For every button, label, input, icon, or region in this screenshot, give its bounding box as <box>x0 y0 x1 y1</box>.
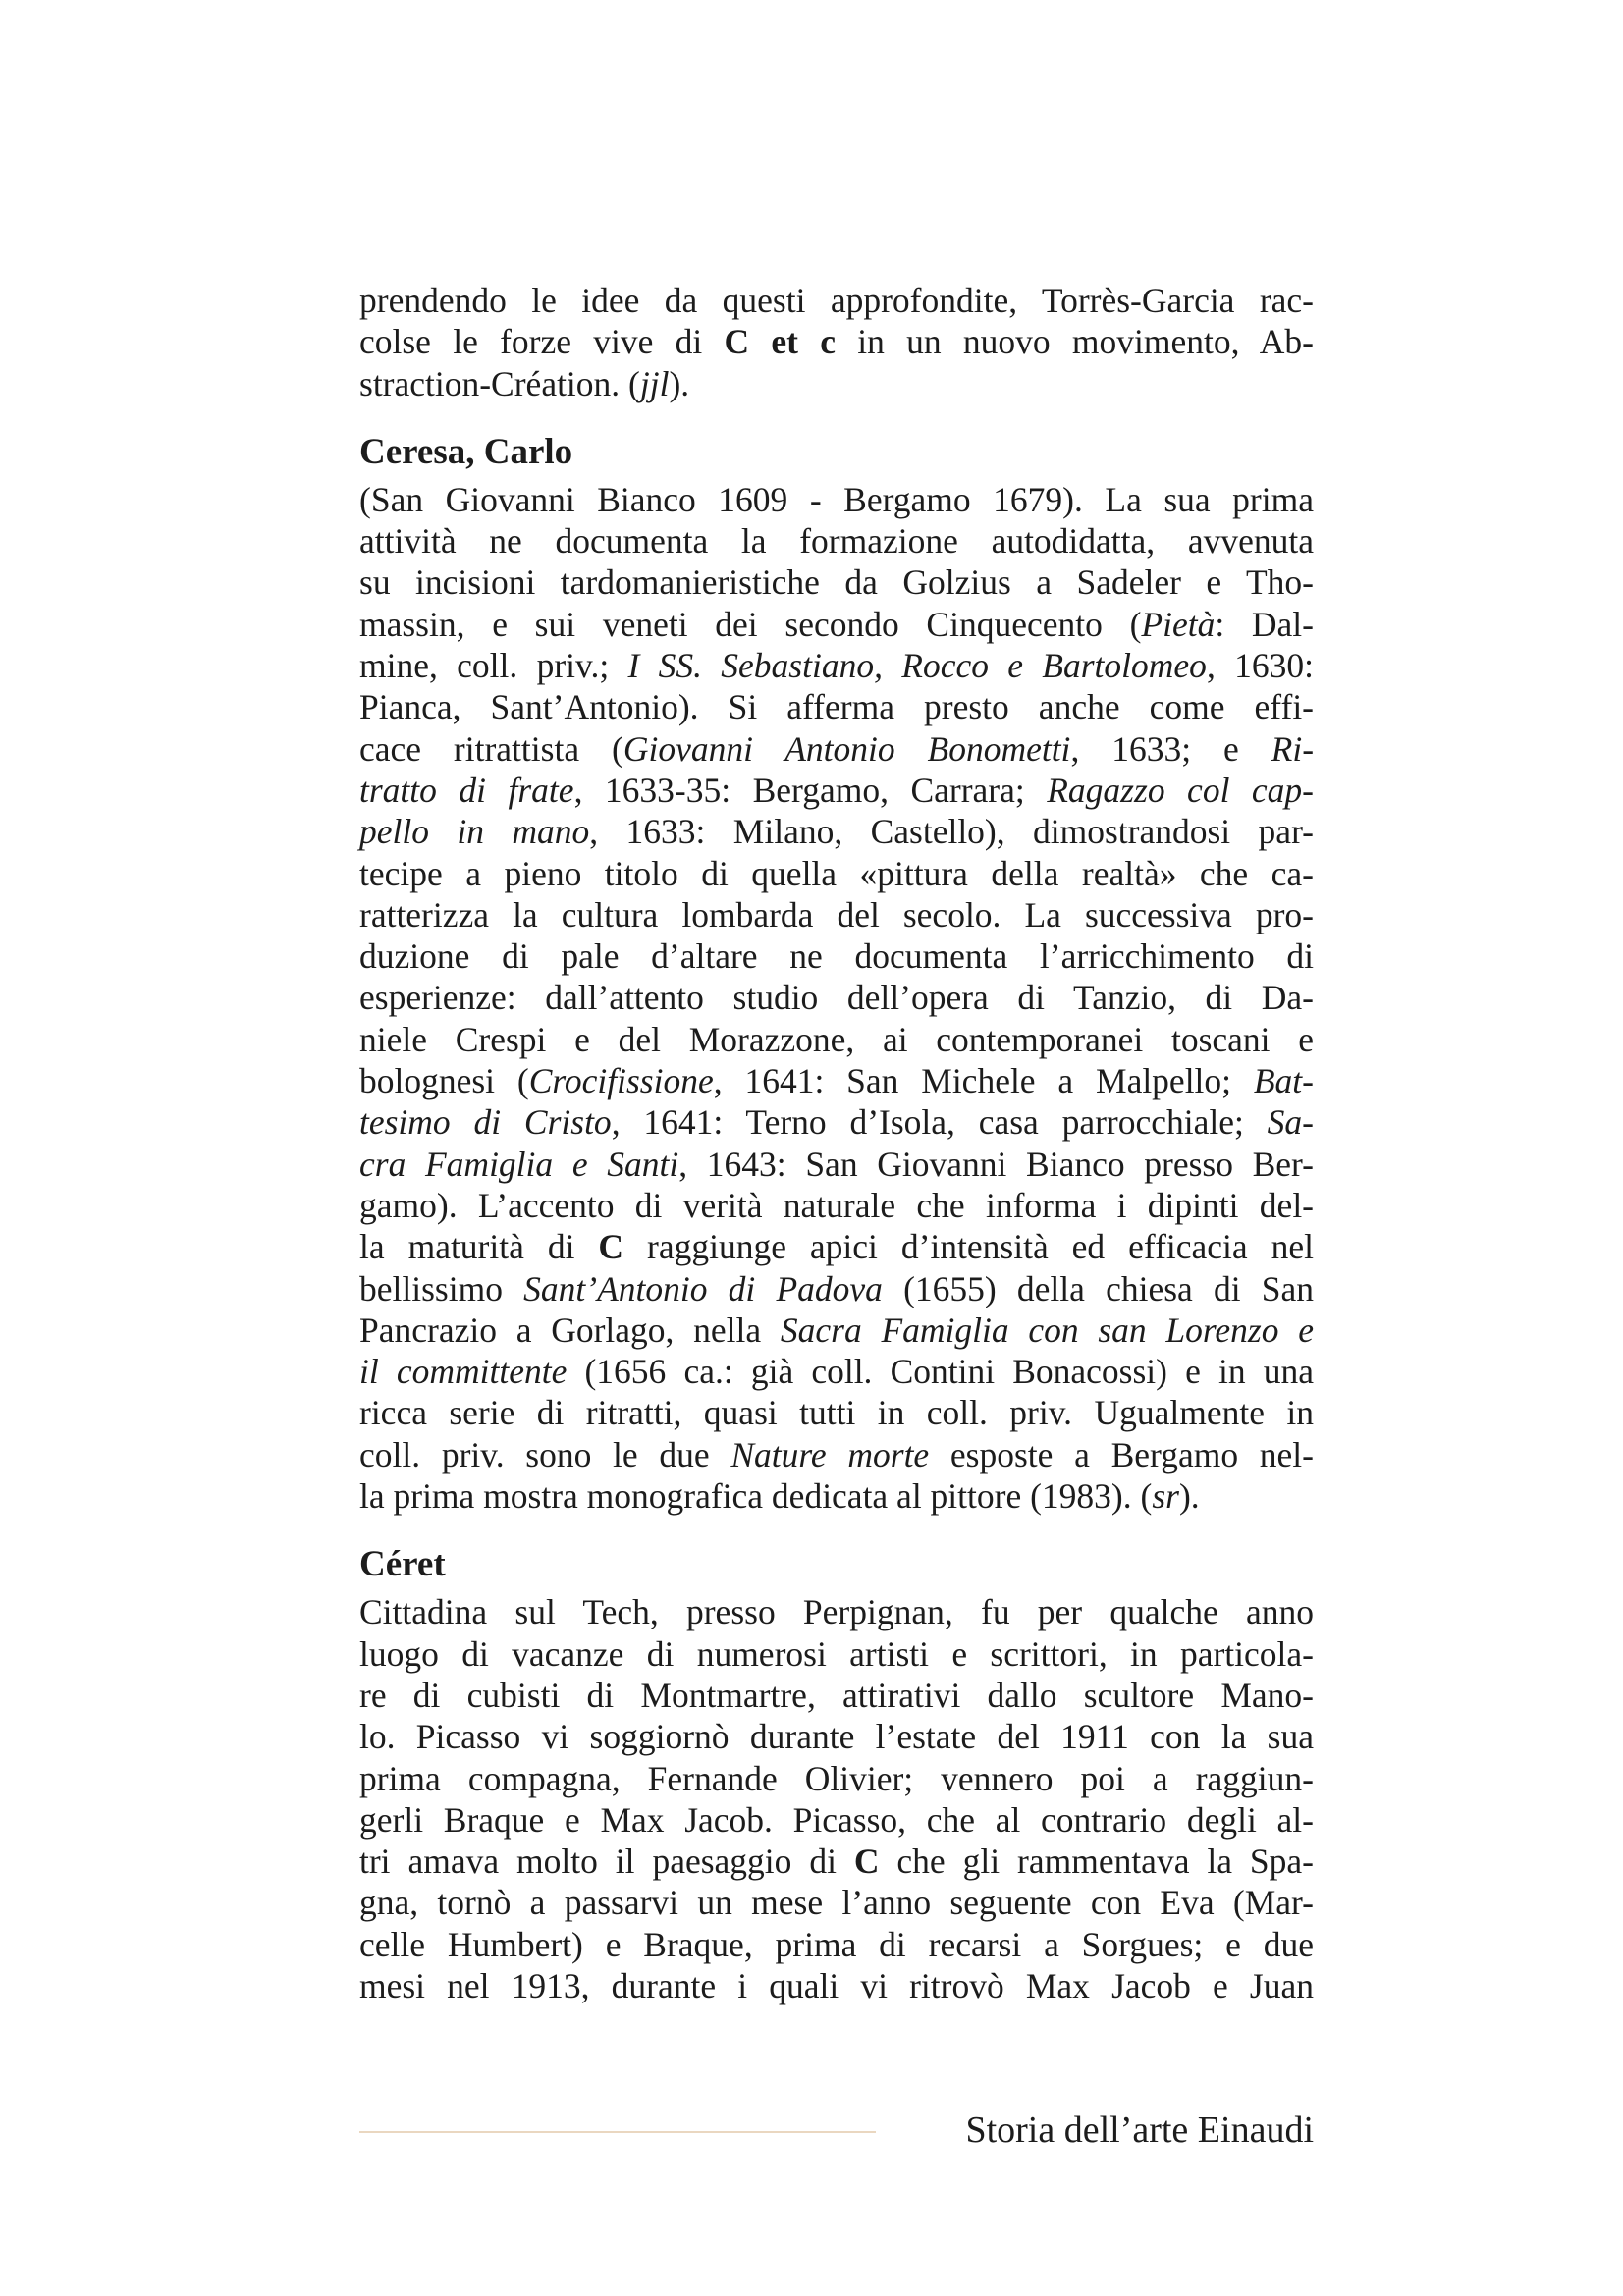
text-line <box>359 561 1314 603</box>
text-segment: lo. Picasso vi soggiornò durante l’estate del 1911 con la sua <box>359 1717 1314 1757</box>
text-line <box>359 1060 1314 1101</box>
italic-text: Giovanni Antonio Bonometti <box>622 728 1071 769</box>
text-line <box>359 853 1314 894</box>
text-segment: (San Giovanni Bianco 1609 - Bergamo 1679). La sua prima <box>359 479 1314 519</box>
text-segment: re di cubisti di Montmartre, attirativi dallo scultore Mano- <box>359 1675 1314 1715</box>
text-segment: , 1630: <box>1206 646 1314 686</box>
italic-text: I SS. Sebastiano, Rocco e Bartolomeo <box>627 646 1207 686</box>
text-segment: gerli Braque e Max Jacob. Picasso, che al contrario degli al- <box>359 1799 1314 1840</box>
text-line <box>359 1392 1314 1433</box>
italic-text: Sacra Famiglia con san Lorenzo e <box>780 1309 1314 1350</box>
text-line <box>359 1019 1314 1060</box>
text-segment: gamo). L’accento di verità naturale che informa i dipinti del- <box>359 1185 1314 1225</box>
text-segment: che gli rammentava la Spa- <box>879 1842 1314 1882</box>
text-segment: mesi nel 1913, durante i quali vi ritrovò Max Jacob e Juan <box>359 1965 1314 2005</box>
text-segment: mine, coll. priv.; <box>359 646 628 686</box>
text-segment: duzione di pale d’altare ne documenta l’arricchimento di <box>359 936 1314 977</box>
text-line <box>359 479 1314 520</box>
text-segment: (1656 ca.: già coll. Contini Bonacossi) e in una <box>567 1352 1314 1392</box>
text-line <box>359 686 1314 727</box>
text-segment: tri amava molto il paesaggio di <box>359 1842 854 1882</box>
italic-text: jjl <box>639 363 670 403</box>
text-segment: ). <box>1178 1476 1200 1517</box>
text-segment: ricca serie di ritratti, quasi tutti in coll. priv. Ugualmente in <box>359 1393 1314 1433</box>
text-segment: cace ritrattista ( <box>359 728 623 769</box>
text-line <box>359 977 1314 1018</box>
bold-text: C et c <box>724 322 836 362</box>
text-line <box>359 1924 1314 1965</box>
italic-text: tesimo di Cristo <box>359 1102 612 1143</box>
italic-text: Crocifissione <box>528 1061 714 1101</box>
text-segment: straction-Création. ( <box>359 363 640 403</box>
entry-heading: Ceresa, Carlo <box>359 431 573 472</box>
text-line <box>359 1799 1314 1841</box>
text-line <box>359 1758 1314 1799</box>
text-segment: tecipe a pieno titolo di quella «pittura della realtà» che ca- <box>359 853 1314 893</box>
footer-title: Storia dell’arte Einaudi <box>965 2109 1314 2151</box>
text-line <box>359 1309 1314 1351</box>
text-segment: coll. priv. sono le due <box>359 1434 731 1474</box>
text-line <box>359 1144 1314 1185</box>
italic-text: pello in mano <box>359 812 590 852</box>
text-segment: gna, tornò a passarvi un mese l’anno seguente con Eva (Mar- <box>359 1883 1314 1923</box>
text-segment: niele Crespi e del Morazzone, ai contemporanei toscani e <box>359 1019 1314 1059</box>
footer-rule <box>359 2131 876 2133</box>
text-segment: , 1643: San Giovanni Bianco presso Ber- <box>678 1144 1314 1184</box>
text-line <box>359 363 1314 404</box>
italic-text: Ragazzo col cap- <box>1047 770 1315 810</box>
text-segment: bellissimo <box>359 1268 524 1308</box>
text-line <box>359 1101 1314 1143</box>
text-line <box>359 1185 1314 1226</box>
text-segment: massin, e sui veneti dei secondo Cinquecento ( <box>359 604 1142 644</box>
paragraph <box>359 1591 1314 2006</box>
text-segment: raggiunge apici d’intensità ed efficacia nel <box>623 1227 1314 1267</box>
italic-text: il committente <box>359 1352 568 1392</box>
bold-text: C <box>853 1842 880 1882</box>
italic-text: Sant’Antonio di Padova <box>523 1268 883 1308</box>
text-segment: (1655) della chiesa di San <box>882 1268 1314 1308</box>
italic-text: tratto di frate <box>359 770 574 810</box>
text-segment: bolognesi ( <box>359 1061 529 1101</box>
text-line <box>359 321 1314 362</box>
body-text-column <box>359 280 1314 2006</box>
text-segment: , 1633: Milano, Castello), dimostrandosi par- <box>589 812 1315 852</box>
text-segment: la prima mostra monografica dedicata al pittore (1983). ( <box>359 1476 1153 1517</box>
text-line <box>359 811 1314 852</box>
text-segment: , 1633; e <box>1070 728 1271 769</box>
text-segment: : Dal- <box>1215 604 1314 644</box>
text-line <box>359 280 1314 321</box>
italic-text: Bat- <box>1253 1061 1314 1101</box>
text-segment: su incisioni tardomanieristiche da Golzius a Sadeler e Tho- <box>359 562 1314 603</box>
text-segment: in un nuovo movimento, Ab- <box>836 322 1314 362</box>
text-line <box>359 1882 1314 1923</box>
text-segment: Pianca, Sant’Antonio). Si afferma presto anche come effi- <box>359 687 1314 727</box>
text-segment: esposte a Bergamo nel- <box>929 1434 1314 1474</box>
text-line <box>359 1591 1314 1632</box>
paragraph <box>359 479 1314 1517</box>
text-line <box>359 1475 1314 1517</box>
italic-text: Sa- <box>1267 1102 1314 1143</box>
text-line <box>359 645 1314 686</box>
text-segment: prendendo le idee da questi approfondite, Torrès-Garcia rac- <box>359 281 1314 320</box>
paragraph <box>359 280 1314 404</box>
text-segment: ). <box>669 363 690 403</box>
text-line <box>359 1716 1314 1757</box>
text-line <box>359 1633 1314 1675</box>
text-segment: esperienze: dall’attento studio dell’opera di Tanzio, di Da- <box>359 978 1314 1018</box>
italic-text: Pietà <box>1141 604 1216 644</box>
entry-heading: Céret <box>359 1544 446 1585</box>
text-line <box>359 728 1314 770</box>
text-line <box>359 894 1314 935</box>
text-line <box>359 1351 1314 1392</box>
text-line <box>359 935 1314 977</box>
text-line <box>359 604 1314 645</box>
text-segment: Pancrazio a Gorlago, nella <box>359 1309 781 1350</box>
text-segment: ratterizza la cultura lombarda del secolo. La successiva pro- <box>359 894 1314 934</box>
italic-text: Nature morte <box>730 1434 930 1474</box>
text-line <box>359 1965 1314 2006</box>
text-line <box>359 1434 1314 1475</box>
text-line <box>359 770 1314 811</box>
text-line <box>359 1268 1314 1309</box>
italic-text: sr <box>1152 1476 1179 1517</box>
text-segment: prima compagna, Fernande Olivier; vennero poi a raggiun- <box>359 1758 1314 1798</box>
text-line <box>359 1226 1314 1267</box>
text-segment: , 1641: Terno d’Isola, casa parrocchiale; <box>611 1102 1268 1143</box>
text-segment: , 1633-35: Bergamo, Carrara; <box>573 770 1048 810</box>
text-segment: , 1641: San Michele a Malpello; <box>713 1061 1254 1101</box>
text-segment: celle Humbert) e Braque, prima di recarsi a Sorgues; e due <box>359 1924 1314 1964</box>
text-segment: colse le forze vive di <box>359 322 725 362</box>
text-line <box>359 1675 1314 1716</box>
italic-text: cra Famiglia e Santi <box>359 1144 679 1184</box>
text-line <box>359 520 1314 561</box>
bold-text: C <box>598 1227 624 1267</box>
text-segment: attività ne documenta la formazione autodidatta, avvenuta <box>359 521 1314 561</box>
text-segment: luogo di vacanze di numerosi artisti e scrittori, in particola- <box>359 1633 1314 1674</box>
text-segment: Cittadina sul Tech, presso Perpignan, fu per qualche anno <box>359 1592 1314 1632</box>
italic-text: Ri- <box>1271 728 1315 769</box>
text-line <box>359 1841 1314 1882</box>
text-segment: la maturità di <box>359 1227 599 1267</box>
